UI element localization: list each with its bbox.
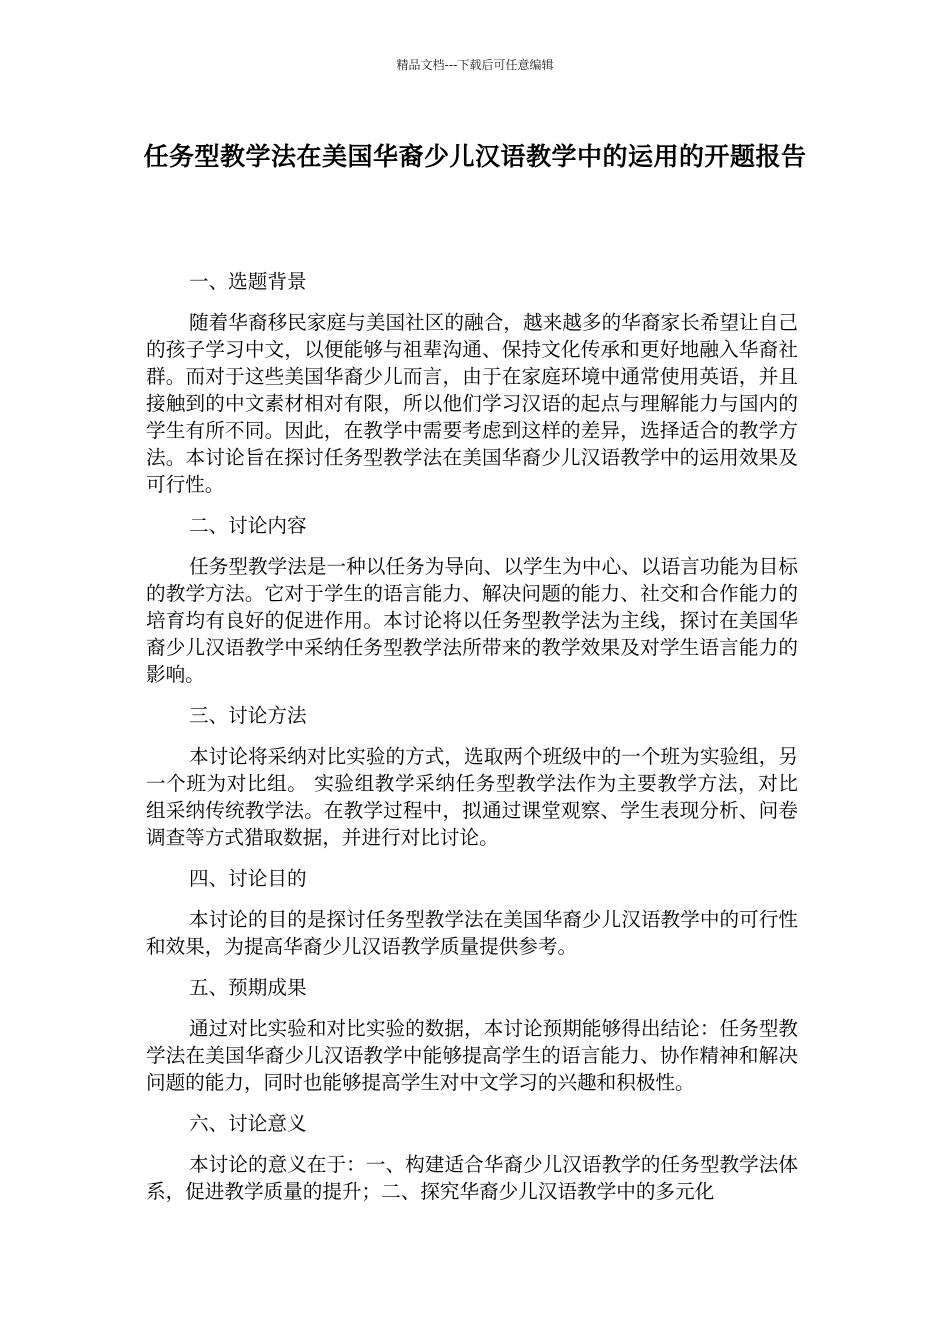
header-note: 精品文档---下载后可任意编辑 — [396, 58, 554, 72]
section-heading: 一、选题背景 — [189, 270, 307, 293]
section-paragraph: 本讨论的目的是探讨任务型教学法在美国华裔少儿汉语教学中的可行性和效果，为提高华裔少儿汉语教学质量提供参考。 — [146, 908, 798, 958]
section-heading: 六、讨论意义 — [189, 1112, 307, 1135]
section-paragraph: 任务型教学法是一种以任务为导向、以学生为中心、以语言功能为目标的教学方法。它对于学生的语言能力、解决问题的能力、社交和合作能力的培育均有良好的促进作用。本讨论将以任务型教学法为主线，探讨在美国华裔少儿汉语教学中采纳任务型教学法所带来的教学效果及对学生语言能力的影响。 — [146, 555, 798, 686]
section-paragraph: 随着华裔移民家庭与美国社区的融合，越来越多的华裔家长希望让自己的孩子学习中文，以便能够与祖辈沟通、保持文化传承和更好地融入华裔社群。而对于这些美国华裔少儿而言，由于在家庭环境中通常使用英语，并且接触到的中文素材相对有限，所以他们学习汉语的起点与理解能力与国内的学生有所不同。因此，在教学中需要考虑到这样的差异，选择适合的教学方法。本讨论旨在探讨任务型教学法在美国华裔少儿汉语教学中的运用效果及可行性。 — [146, 311, 798, 496]
section-heading: 二、讨论内容 — [189, 514, 307, 537]
section-content — [146, 512, 798, 688]
document-title: 任务型教学法在美国华裔少儿汉语教学中的运用的开题报告 — [143, 142, 807, 171]
section-purpose — [146, 865, 798, 960]
section-paragraph: 通过对比实验和对比实验的数据，本讨论预期能够得出结论：任务型教学法在美国华裔少儿汉语教学中能够提高学生的语言能力、协作精神和解决问题的能力，同时也能够提高学生对中文学习的兴趣和积极性。 — [146, 1017, 798, 1094]
section-paragraph: 本讨论将采纳对比实验的方式，选取两个班级中的一个班为实验组，另一个班为对比组。 实验组教学采纳任务型教学法作为主要教学方法，对比组采纳传统教学法。在教学过程中，拟通过课堂观察、学生表现分析、问卷调查等方式猎取数据，并进行对比讨论。 — [146, 745, 798, 849]
section-background — [146, 268, 798, 498]
section-heading: 五、预期成果 — [189, 976, 307, 999]
document-body — [146, 268, 798, 1219]
section-significance — [146, 1110, 798, 1205]
section-expected-results — [146, 974, 798, 1096]
section-paragraph: 本讨论的意义在于：一、构建适合华裔少儿汉语教学的任务型教学法体系，促进教学质量的提升；二、探究华裔少儿汉语教学中的多元化 — [146, 1153, 798, 1203]
section-heading: 四、讨论目的 — [189, 867, 307, 890]
section-heading: 三、讨论方法 — [189, 704, 307, 727]
section-method — [146, 702, 798, 851]
